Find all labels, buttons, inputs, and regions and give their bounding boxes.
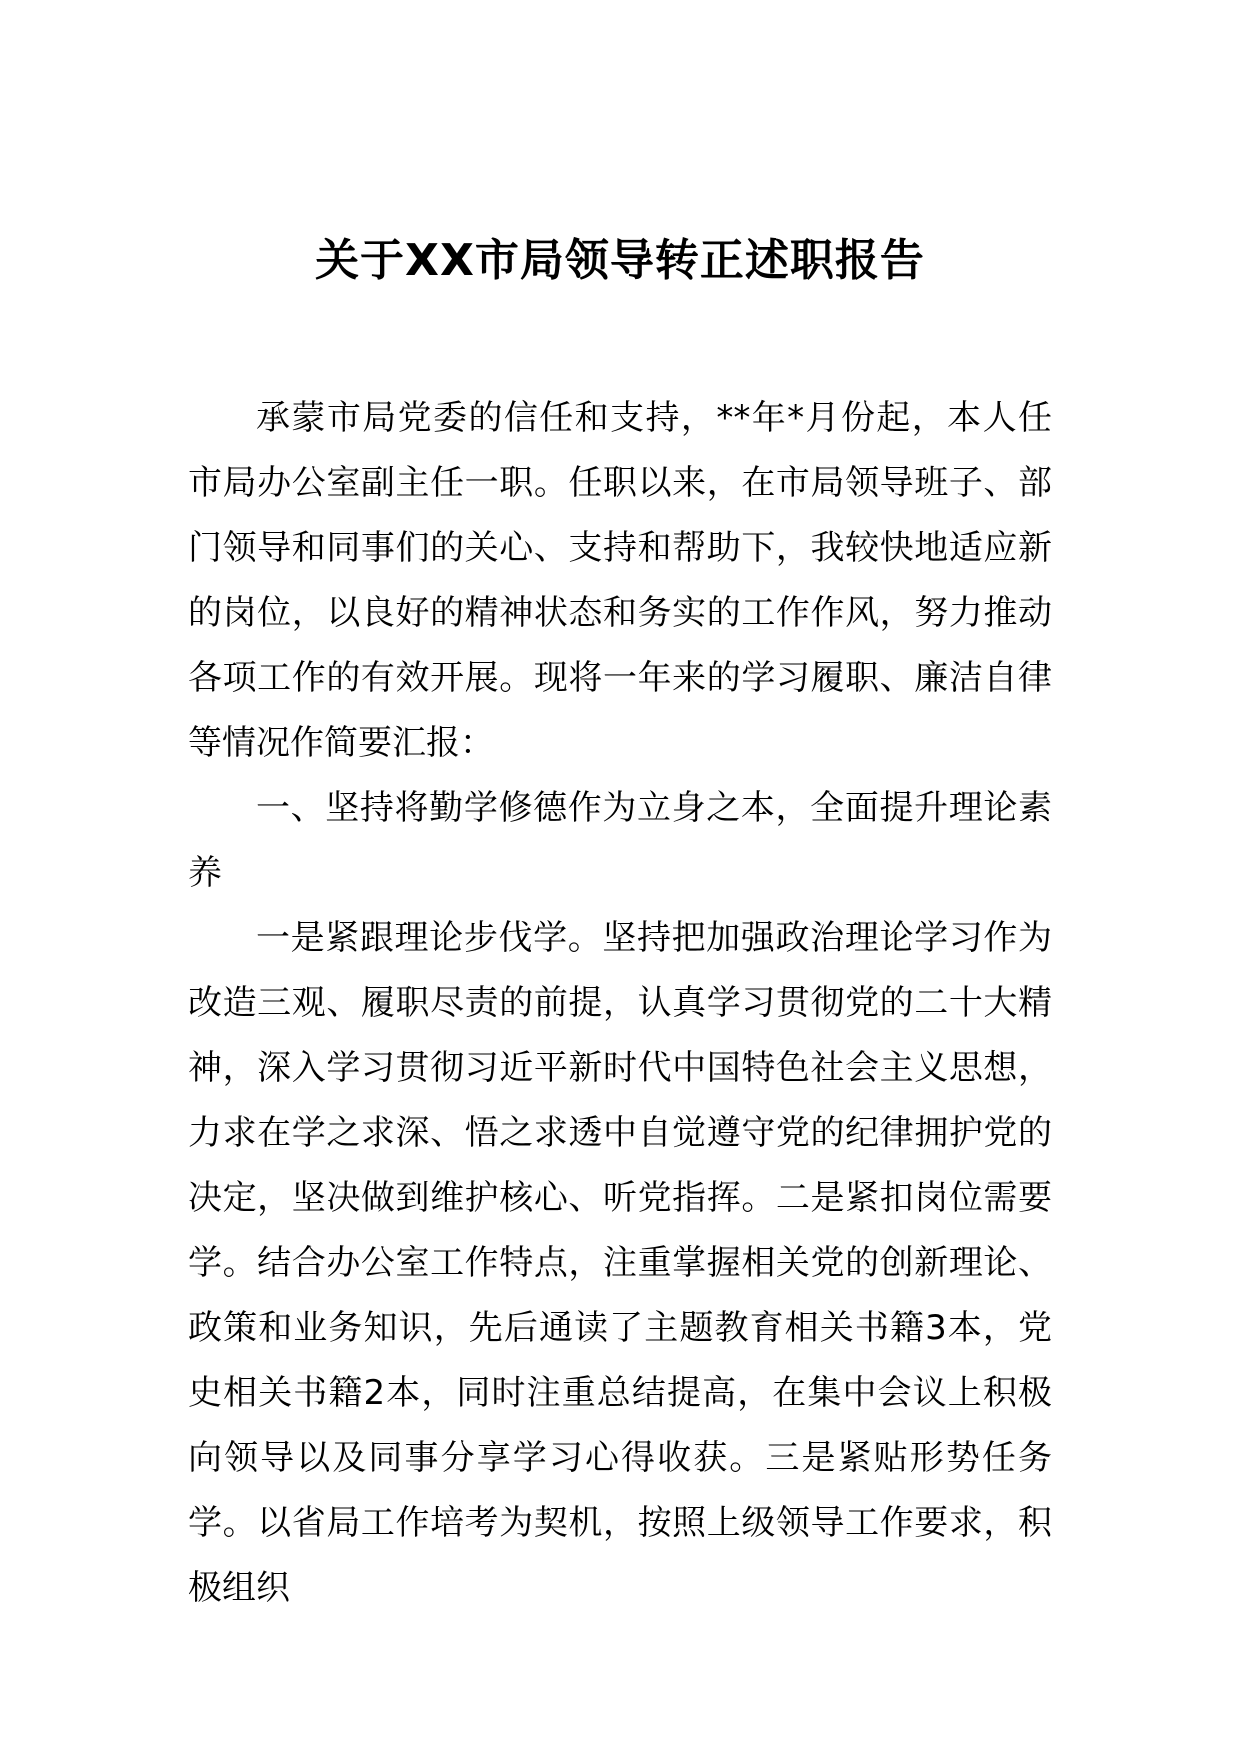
section-heading-1: 一、坚持将勤学修德作为立身之本，全面提升理论素养 (188, 788, 1052, 893)
document-body (188, 386, 1052, 1621)
intro-paragraph: 承蒙市局党委的信任和支持，**年*月份起，本人任市局办公室副主任一职。任职以来，在市局领导班子、部门领导和同事们的关心、支持和帮助下，我较快地适应新的岗位，以良好的精神状态和务实的工作作风，努力推动各项工作的有效开展。现将一年来的学习履职、廉洁自律等情况作简要汇报： (188, 398, 1052, 763)
section-1-paragraph: 一是紧跟理论步伐学。坚持把加强政治理论学习作为改造三观、履职尽责的前提，认真学习贯彻党的二十大精神，深入学习贯彻习近平新时代中国特色社会主义思想，力求在学之求深、悟之求透中自觉遵守党的纪律拥护党的决定，坚决做到维护核心、听党指挥。二是紧扣岗位需要学。结合办公室工作特点，注重掌握相关党的创新理论、政策和业务知识，先后通读了主题教育相关书籍3本，党史相关书籍2本，同时注重总结提高，在集中会议上积极向领导以及同事分享学习心得收获。三是紧贴形势任务学。以省局工作培考为契机，按照上级领导工作要求，积极组织 (188, 918, 1052, 1608)
document-title: 关于XX市局领导转正述职报告 (315, 235, 925, 287)
